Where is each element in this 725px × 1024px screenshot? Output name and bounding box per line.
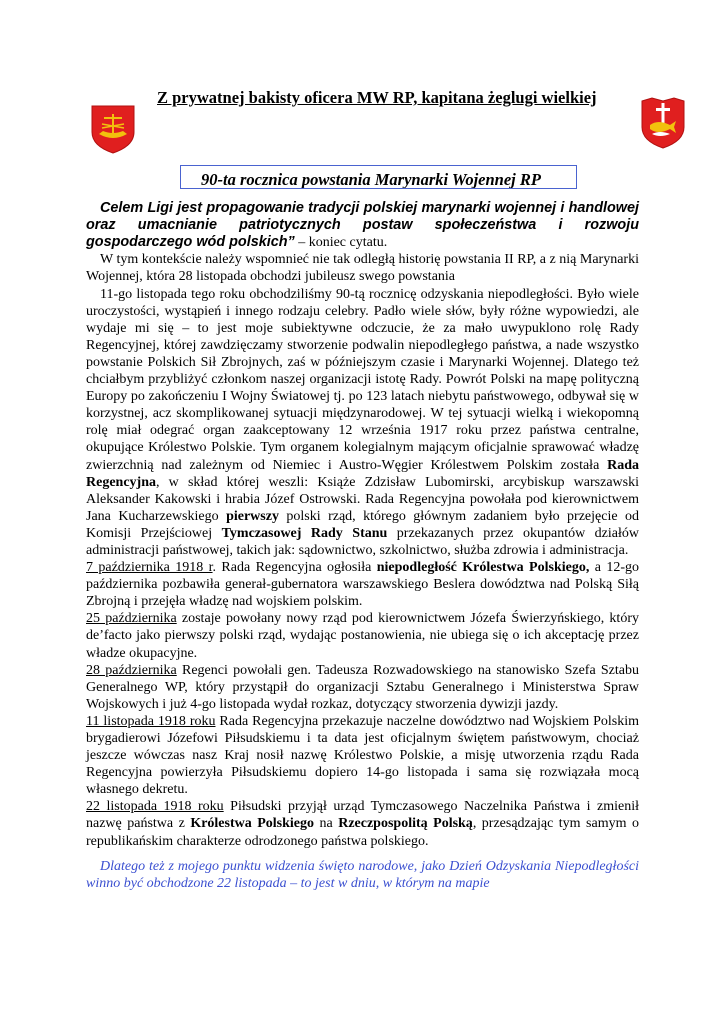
intro-after: – koniec cytatu. <box>294 234 388 250</box>
p2-text-3: polski rząd, którego głównym zadaniem było przejęcie od Komisji Przejściowej <box>86 508 639 541</box>
event-text: na <box>314 816 339 832</box>
intro-paragraph <box>86 200 639 251</box>
event-bold: Rzeczpospolitą Polską <box>338 816 473 832</box>
event-date: 11 listopada 1918 roku <box>86 713 216 729</box>
banner-text: 90-ta rocznica powstania Marynarki Wojennej RP <box>201 170 541 189</box>
event-25-october <box>86 610 639 661</box>
event-text: . Rada Regencyjna ogłosiła <box>212 560 377 576</box>
event-date: 22 listopada 1918 roku <box>86 799 224 815</box>
article-body <box>86 200 639 892</box>
right-crest <box>640 97 686 149</box>
boat-crest-icon <box>90 104 136 154</box>
p2-text-4: przekazanych przez okupantów działów administracji państwowej, takich jak: sądownictwo, szkolnictwo, służba zdrowia i administracja. <box>86 525 639 558</box>
closing-paragraph: Dlatego też z mojego punktu widzenia święto narodowe, jako Dzień Odzyskania Niepodległości winno być obchodzone 22 listopada – to jest w dniu, w którym na mapie <box>86 858 639 891</box>
event-22-november <box>86 798 639 849</box>
anniversary-banner <box>180 165 577 189</box>
event-bold: niepodległość Królestwa Polskiego, <box>376 560 590 576</box>
p2-bold-2: pierwszy <box>226 508 279 524</box>
event-text: Regenci powołali gen. Tadeusza Rozwadowskiego na stanowisko Szefa Sztabu Generalnego WP, który przystąpił do organizacji Sztabu Generalnego i Ministerstwa Spraw Wojskowych i już 4-go listopada wydał rozkaz, dotyczący stworzenia dywizji jazdy. <box>86 662 639 712</box>
event-text: Rada Regencyjna przekazuje naczelne dowództwo nad Wojskiem Polskim brygadierowi Józefowi Piłsudskiemu i ta data jest oficjalnym świętem państwowym, chociaż jeszcze wówczas nasz Kraj nosił nazwę Królestwo Polskie, a misję utworzenia rządu Rada Regencyjna powierzyła Piłsudskiemu dopiero 14-go listopada i sama się rozwiązała mocą własnego dekretu. <box>86 713 640 798</box>
event-text: Piłsudski przyjął urząd Tymczasowego Naczelnika Państwa i zmienił nazwę państwa z <box>86 799 639 832</box>
event-text: a 12-go października pozbawiła generał-gubernatora warszawskiego Beslera dowództwa nad Polską Siłą Zbrojną i przejęła władzę nad wojskiem polskim. <box>86 560 639 610</box>
p2-text-2: , w skład której weszli: Książe Zdzisław Lubomirski, arcybiskup warszawski Aleksander Kakowski i hrabia Józef Ostrowski. Rada Regencyjna powołała pod kierownictwem Jana Kucharzewskiego <box>86 474 639 524</box>
event-28-october <box>86 662 639 713</box>
event-text: , przesądzając tym samym o republikańskim charakterze odrodzonego państwa polskiego. <box>86 816 639 849</box>
p2-bold-3: Tymczasowej Rady Stanu <box>221 525 388 541</box>
page-title: Z prywatnej bakisty oficera MW RP, kapitana żeglugi wielkiej <box>157 88 597 107</box>
p2-bold-1: Rada Regencyjna <box>86 457 639 490</box>
paragraph-1: W tym kontekście należy wspomnieć nie tak odległą historię powstania II RP, a z nią Marynarki Wojennej, która 28 listopada obchodzi jubileusz swego powstania <box>86 252 639 285</box>
event-date: 7 października 1918 r <box>86 560 213 576</box>
event-date: 28 października <box>86 662 177 678</box>
event-bold: Królestwa Polskiego <box>190 816 315 832</box>
p2-text-1: 11-go listopada tego roku obchodziliśmy 90-tą rocznicę odzyskania niepodległości. Było wiele uroczystości, wystąpień i innego rodzaju celebry. Padło wiele słów, były różne wypowiedzi, ale wydaje mi się – to jest moje subiektywne odczucie, że za mało uwypuklono rolę Rady Regencyjnej, której zawdzięczamy stworzenie podwalin niepodległego państwa, a nade wszystko powstanie Polskich Sił Zbrojnych, zaś w późniejszym czasie i Marynarki Wojennej. Dlatego też chciałbym przybliżyć członkom naszej organizacji istotę Rady. Powrót Polski na mapę polityczną Europy po zakończeniu I Wojny Światowej tj. po 123 latach niebytu państwowego, odbywał się w korzystnej, acz skomplikowanej sytuacji międzynarodowej. W tej sytuacji wielką i wiekopomną rolę miał odegrać organ zaakceptowany 12 września 1917 roku przez państwa centralne, okupujące Królestwo Polskie. Tym organem kolegialnym mającym oficjalnie sprawować władzę zwierzchnią nad zależnym od Niemiec i Austro-Węgier Królestwem Polskim została <box>86 286 639 473</box>
event-text: zostaje powołany nowy rząd pod kierownictwem Józefa Świerzyńskiego, który de’facto jako pierwszy polski rząd, wydając postanowienia, nie ubiega się o ich akceptację przez władze okupacyjne. <box>86 611 639 661</box>
fish-sword-crest-icon <box>640 97 686 149</box>
left-crest <box>90 104 136 154</box>
paragraph-2 <box>86 286 639 560</box>
intro-quote: Celem Ligi jest propagowanie tradycji polskiej marynarki wojennej i handlowej oraz umacnianie patriotycznych postaw społeczeństwa i rozwoju gospodarczego wód polskich” <box>86 200 639 250</box>
event-7-october <box>86 559 639 610</box>
event-11-november <box>86 713 639 798</box>
event-date: 25 października <box>86 611 177 627</box>
